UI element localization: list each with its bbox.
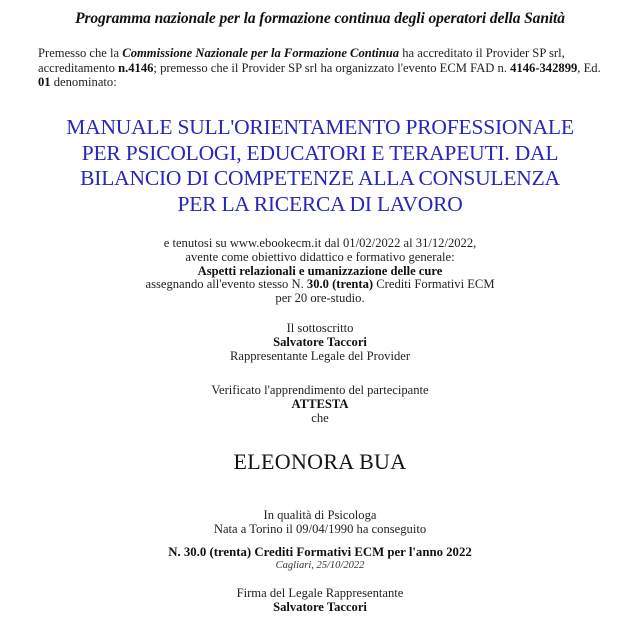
edition-number: 01 xyxy=(38,75,51,89)
signature-block xyxy=(0,587,640,615)
objective-value: Aspetti relazionali e umanizzazione delle cure xyxy=(197,263,443,278)
verification-block xyxy=(0,384,640,425)
credits-earned: N. 30.0 (trenta) Crediti Formativi ECM per l'anno 2022 xyxy=(168,545,472,559)
participant-qualification: In qualità di Psicologa xyxy=(263,508,377,522)
accreditation-number: n.4146 xyxy=(118,60,154,75)
credits-assigned xyxy=(0,278,640,292)
course-title-line: BILANCIO DI COMPETENZE ALLA CONSULENZA xyxy=(80,166,560,190)
intro-paragraph xyxy=(38,46,608,90)
participant-info xyxy=(0,509,640,537)
intro-text: Premesso che la xyxy=(38,46,123,60)
objective-label: avente come obiettivo didattico e formativo generale: xyxy=(185,249,455,264)
signer-block xyxy=(0,322,640,363)
intro-text: , Ed. xyxy=(577,60,601,75)
course-title-line: MANUALE SULL'ORIENTAMENTO PROFESSIONALE xyxy=(66,115,574,139)
place-date: Cagliari, 25/10/2022 xyxy=(275,559,365,571)
signer-name: Salvatore Taccori xyxy=(273,334,367,349)
signer-role: Rappresentante Legale del Provider xyxy=(229,348,411,363)
study-hours: per 20 ore-studio. xyxy=(275,291,365,306)
course-title xyxy=(0,115,640,217)
event-number: 4146-342899 xyxy=(510,60,578,75)
event-details xyxy=(0,237,640,306)
credits-text: assegnando all'evento stesso N. xyxy=(145,277,307,292)
signer-label: Il sottoscritto xyxy=(286,321,354,335)
credits-block xyxy=(0,546,640,572)
participant-birth: Nata a Torino il 09/04/1990 ha conseguito xyxy=(213,521,427,536)
intro-text: denominato: xyxy=(50,75,117,89)
signature-label: Firma del Legale Rappresentante xyxy=(236,586,404,600)
course-title-line: PER LA RICERCA DI LAVORO xyxy=(177,191,463,216)
program-header: Programma nazionale per la formazione continua degli operatori della Sanità xyxy=(75,10,565,27)
credits-text: Crediti Formativi ECM xyxy=(373,277,495,292)
intro-text: ; premesso che il Provider SP srl ha organizzato l'evento ECM FAD n. xyxy=(153,60,511,75)
signature-name: Salvatore Taccori xyxy=(273,599,367,614)
credits-value: 30.0 (trenta) xyxy=(306,277,374,292)
course-title-line: PER PSICOLOGI, EDUCATORI E TERAPEUTI. DAL xyxy=(81,140,559,165)
che-label: che xyxy=(311,410,329,425)
commission-name: Commissione Nazionale per la Formazione Continua xyxy=(122,46,400,60)
intro-text: ha accreditato il Provider SP srl, accreditamento xyxy=(38,46,565,75)
verification-text: Verificato l'apprendimento del partecipante xyxy=(211,383,429,397)
attesta-label: ATTESTA xyxy=(291,396,349,411)
event-dates: e tenutosi su www.ebookecm.it dal 01/02/2022 al 31/12/2022, xyxy=(163,236,477,250)
participant-name: ELEONORA BUA xyxy=(233,449,407,474)
